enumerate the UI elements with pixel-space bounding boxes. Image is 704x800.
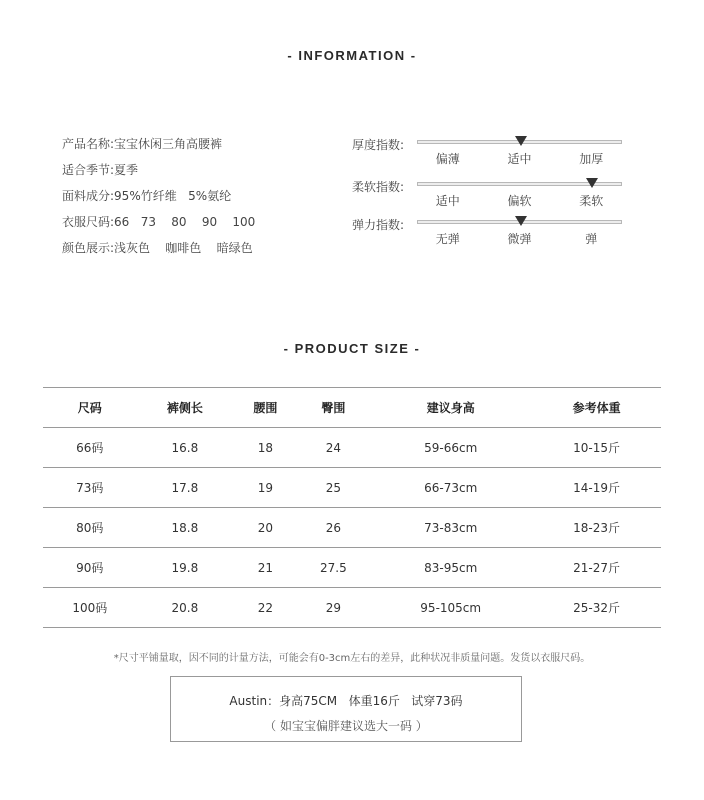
scale-label: 柔软指数: — [352, 180, 405, 194]
detail-value: 95%竹纤维 5%氨纶 — [114, 189, 232, 203]
table-cell: 20 — [233, 508, 297, 548]
scale-option: 微弹 — [507, 232, 532, 246]
table-row — [43, 588, 661, 628]
model-size-advice: （ 如宝宝偏胖建议选大一码 ） — [264, 719, 428, 733]
table-cell: 14-19斤 — [532, 468, 661, 508]
size-table — [43, 387, 661, 628]
measurement-note: *尺寸平铺量取，因不同的计量方法，可能会有0-3cm左右的差异，此种状况非质量问题。发货以衣服尺码。 — [113, 653, 591, 664]
table-cell: 10-15斤 — [532, 428, 661, 468]
scale-option: 适中 — [435, 194, 460, 208]
scale-option: 加厚 — [579, 152, 604, 166]
scale-marker-icon — [515, 136, 527, 146]
detail-value: 宝宝休闲三角高腰裤 — [114, 137, 223, 151]
scale-marker-icon — [586, 178, 598, 188]
column-header: 裤侧长 — [137, 388, 234, 428]
scale-option: 柔软 — [579, 194, 604, 208]
table-cell: 73-83cm — [369, 508, 532, 548]
table-cell: 25 — [298, 468, 370, 508]
detail-label: 适合季节: — [62, 163, 115, 177]
table-cell: 21 — [233, 548, 297, 588]
table-cell: 22 — [233, 588, 297, 628]
scale-option: 无弹 — [435, 232, 460, 246]
model-info-text: Austin：身高75CM 体重16斤 试穿73码 — [229, 694, 463, 708]
table-cell: 66码 — [43, 428, 137, 468]
scale-label: 厚度指数: — [352, 138, 405, 152]
table-cell: 100码 — [43, 588, 137, 628]
table-cell: 18 — [233, 428, 297, 468]
scale-track — [417, 182, 622, 186]
column-header: 臀围 — [298, 388, 370, 428]
table-header-row — [43, 388, 661, 428]
information-title: - INFORMATION - — [287, 48, 417, 63]
table-row — [43, 428, 661, 468]
table-cell: 29 — [298, 588, 370, 628]
column-header: 尺码 — [43, 388, 137, 428]
column-header: 建议身高 — [369, 388, 532, 428]
table-cell: 80码 — [43, 508, 137, 548]
table-row — [43, 468, 661, 508]
scale-option: 偏薄 — [435, 152, 460, 166]
table-cell: 90码 — [43, 548, 137, 588]
table-cell: 26 — [298, 508, 370, 548]
product-details — [62, 134, 255, 264]
detail-label: 颜色展示: — [62, 241, 115, 255]
table-cell: 18.8 — [137, 508, 234, 548]
table-cell: 59-66cm — [369, 428, 532, 468]
detail-value: 浅灰色 咖啡色 暗绿色 — [114, 241, 253, 255]
table-cell: 19.8 — [137, 548, 234, 588]
table-cell: 24 — [298, 428, 370, 468]
table-cell: 27.5 — [298, 548, 370, 588]
scale-track — [417, 140, 622, 144]
table-cell: 21-27斤 — [532, 548, 661, 588]
detail-row-season — [62, 160, 255, 186]
detail-label: 产品名称: — [62, 137, 115, 151]
table-cell: 20.8 — [137, 588, 234, 628]
table-cell: 16.8 — [137, 428, 234, 468]
scale-option: 适中 — [507, 152, 532, 166]
scale-label: 弹力指数: — [352, 218, 405, 232]
table-cell: 19 — [233, 468, 297, 508]
column-header: 参考体重 — [532, 388, 661, 428]
detail-row-name — [62, 134, 255, 160]
table-cell: 18-23斤 — [532, 508, 661, 548]
scale-option: 弹 — [585, 232, 598, 246]
detail-value: 夏季 — [114, 163, 139, 177]
detail-row-colors — [62, 238, 255, 264]
table-cell: 66-73cm — [369, 468, 532, 508]
detail-row-sizes — [62, 212, 255, 238]
scale-marker-icon — [515, 216, 527, 226]
table-cell: 95-105cm — [369, 588, 532, 628]
table-cell: 17.8 — [137, 468, 234, 508]
scale-track — [417, 220, 622, 224]
scale-option: 偏软 — [507, 194, 532, 208]
detail-row-fabric — [62, 186, 255, 212]
table-row — [43, 548, 661, 588]
table-row — [43, 508, 661, 548]
detail-value: 66 73 80 90 100 — [114, 215, 256, 229]
detail-label: 面料成分: — [62, 189, 115, 203]
table-cell: 83-95cm — [369, 548, 532, 588]
table-cell: 25-32斤 — [532, 588, 661, 628]
detail-label: 衣服尺码: — [62, 215, 115, 229]
product-size-title: - PRODUCT SIZE - — [283, 341, 421, 356]
table-cell: 73码 — [43, 468, 137, 508]
model-info-box — [170, 676, 522, 742]
column-header: 腰围 — [233, 388, 297, 428]
